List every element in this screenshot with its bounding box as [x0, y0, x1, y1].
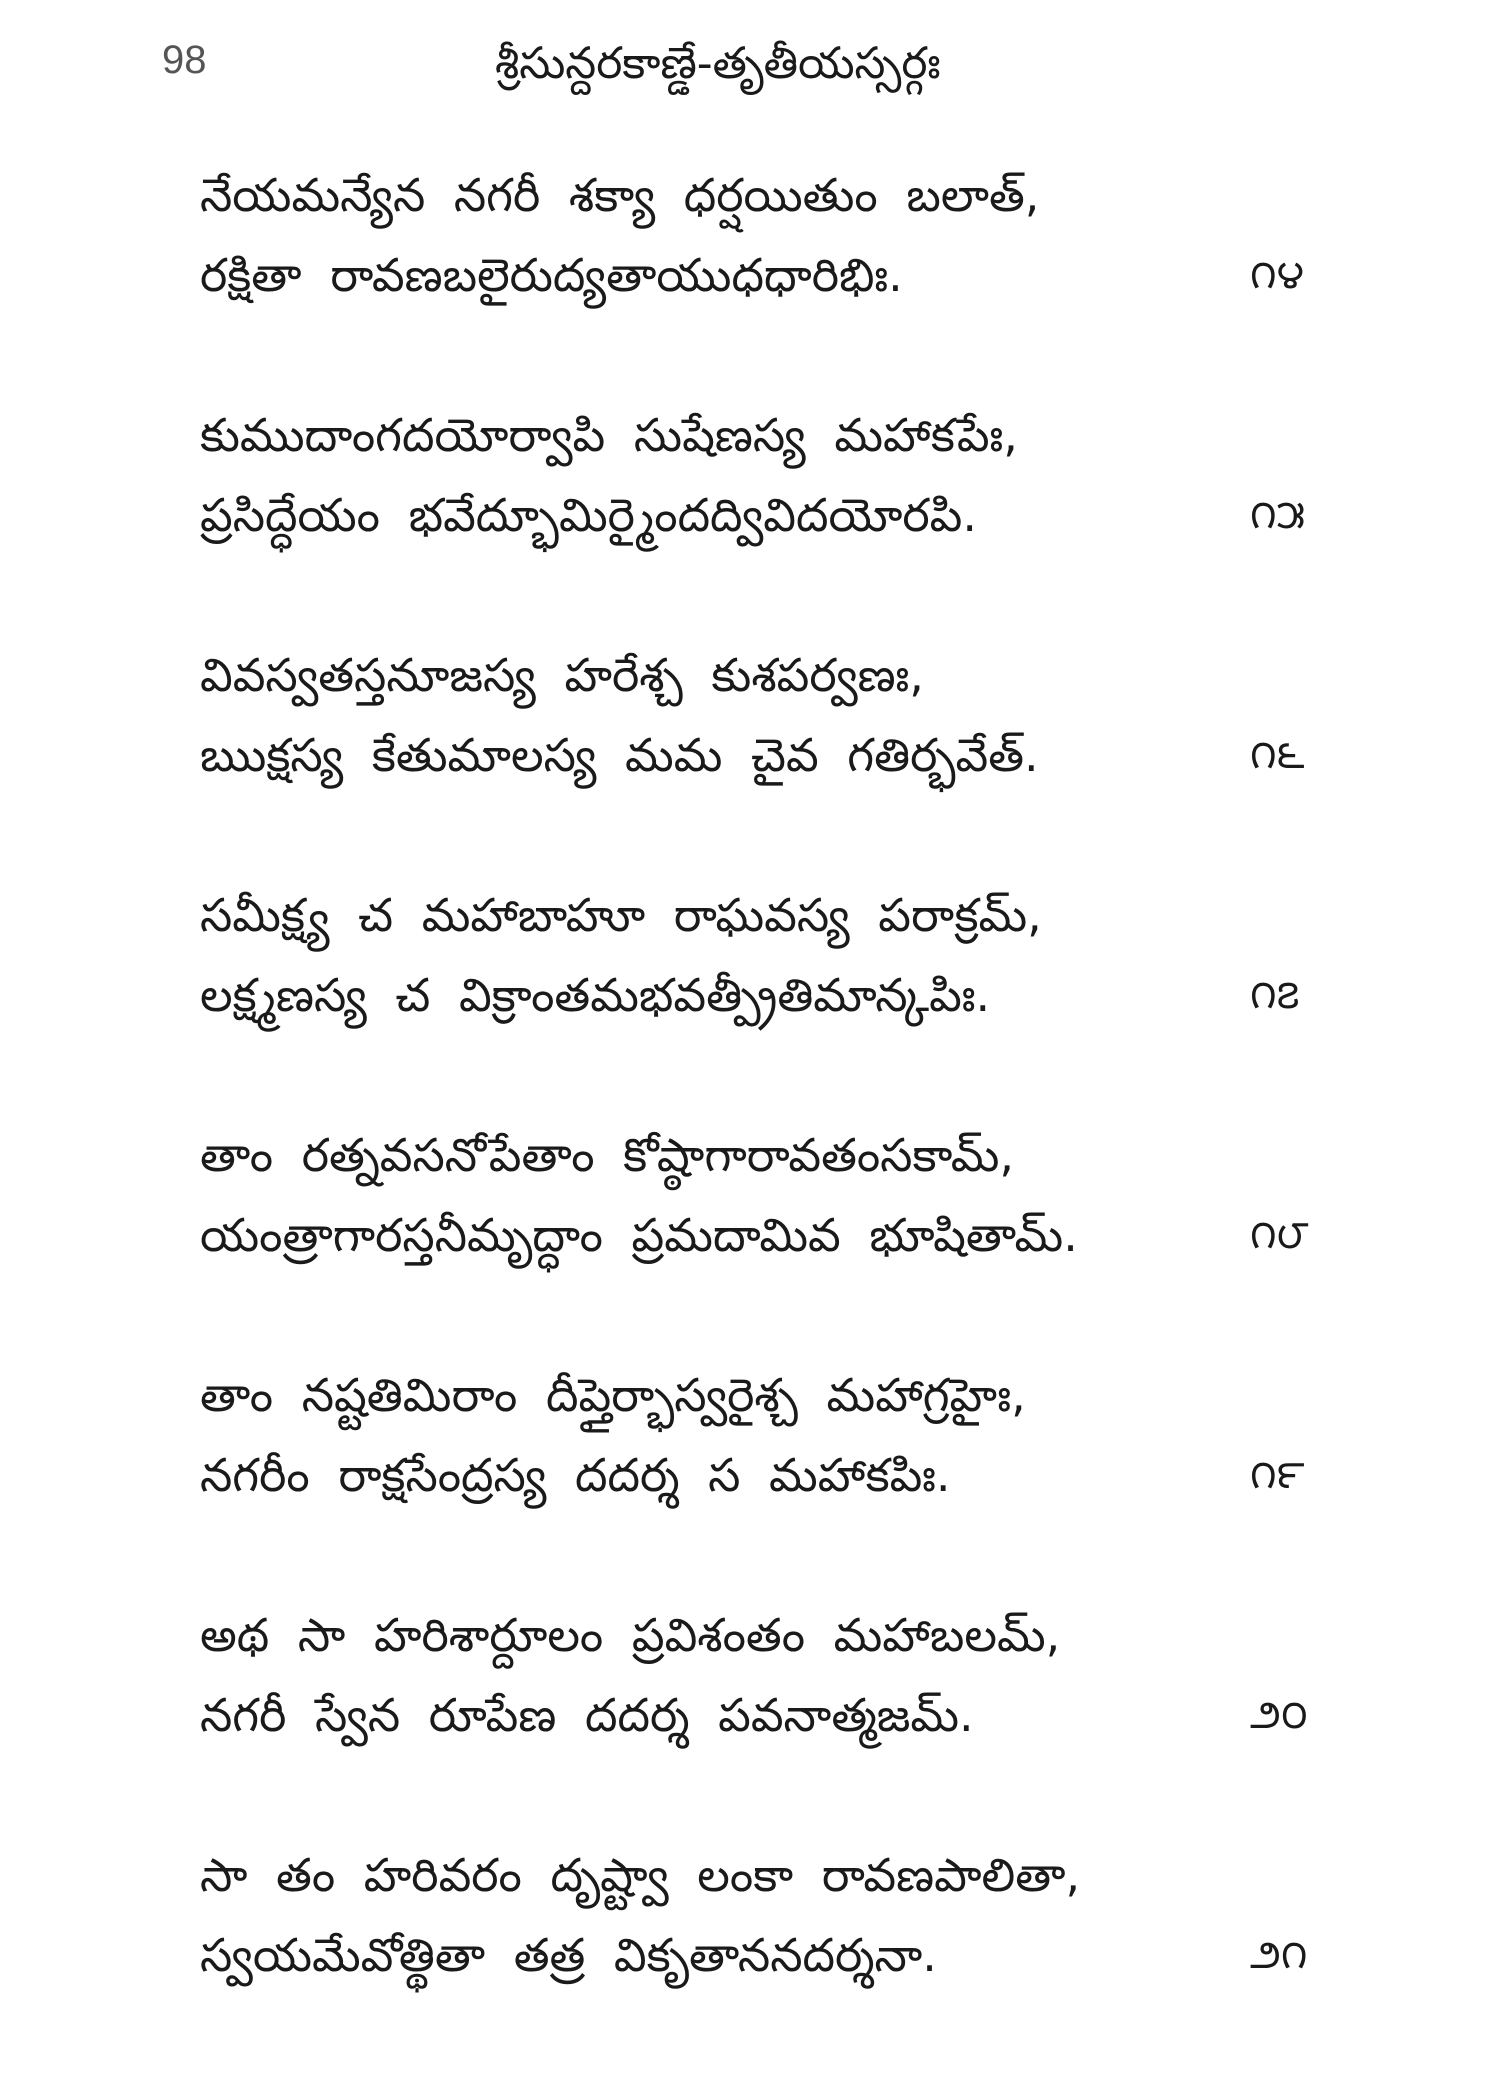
- verse-15: [200, 395, 1340, 635]
- verse-line: నేయమన్యేన నగరీ శక్యా ధర్షయితుం బలాత్,: [200, 168, 1040, 222]
- verse-line: సా తం హరివరం దృష్ట్వా లంకా రావణపాలితా,: [200, 1848, 1081, 1902]
- verse-line: ప్రసిద్ధేయం భవేద్భూమిర్మైందద్వివిదయోరపి.: [200, 488, 977, 542]
- verse-line: రక్షితా రావణబలైరుద్యతాయుధధారిభిః.: [200, 248, 903, 302]
- verse-number: ౧౪: [1250, 252, 1305, 298]
- verse-number: ౨౧: [1250, 1932, 1308, 1978]
- verse-line: వివస్వతస్తనూజస్య హరేశ్చ కుశపర్వణః,: [200, 648, 924, 702]
- verse-number: ౧౯: [1250, 1452, 1305, 1498]
- verse-line: నగరీం రాక్షసేంద్రస్య దదర్శ స మహాకపిః.: [200, 1448, 951, 1502]
- verse-14: [200, 155, 1340, 395]
- verse-17: [200, 875, 1340, 1115]
- verse-line: యంత్రాగారస్తనీమృద్ధాం ప్రమదామివ భూషితామ్.: [200, 1208, 1078, 1262]
- verse-line: లక్ష్మణస్య చ విక్రాంతమభవత్ప్రీతిమాన్కపిః.: [200, 968, 991, 1022]
- verse-number: ౧౬: [1250, 732, 1305, 778]
- verse-line: ఋక్షస్య కేతుమాలస్య మమ చైవ గతిర్భవేత్.: [200, 728, 1039, 782]
- verse-line: నగరీ స్వేన రూపేణ దదర్శ పవనాత్మజమ్.: [200, 1688, 974, 1742]
- verse-number: ౧౫: [1250, 492, 1306, 538]
- verse-line: స్వయమేవోత్థితా తత్ర వికృతాననదర్శనా.: [200, 1928, 937, 1982]
- page-number: 98: [162, 38, 207, 82]
- verse-20: [200, 1595, 1340, 1835]
- verse-18: [200, 1115, 1340, 1355]
- verse-line: తాం నష్టతిమిరాం దీప్తైర్భాస్వరైశ్చ మహాగ్రహైః,: [200, 1368, 1026, 1422]
- verse-line: తాం రత్నవసనోపేతాం కోష్ఠాగారావతంసకామ్,: [200, 1128, 1014, 1182]
- verse-list: [200, 155, 1340, 2075]
- verse-number: ౨౦: [1250, 1692, 1308, 1738]
- verse-line: అథ సా హరిశార్దూలం ప్రవిశంతం మహాబలమ్,: [200, 1608, 1061, 1662]
- verse-line: కుముదాంగదయోర్వాపి సుషేణస్య మహాకపేః,: [200, 408, 1018, 462]
- verse-number: ౧౮: [1250, 1212, 1309, 1258]
- verse-16: [200, 635, 1340, 875]
- verse-number: ౧౭: [1250, 972, 1300, 1018]
- verse-line: సమీక్ష్య చ మహాబాహూ రాఘవస్య పరాక్రమ్,: [200, 888, 1042, 942]
- verse-21: [200, 1835, 1340, 2075]
- running-header: శ్రీసున్దరకాణ్డే-తృతీయస్సర్గః: [495, 38, 941, 89]
- verse-19: [200, 1355, 1340, 1595]
